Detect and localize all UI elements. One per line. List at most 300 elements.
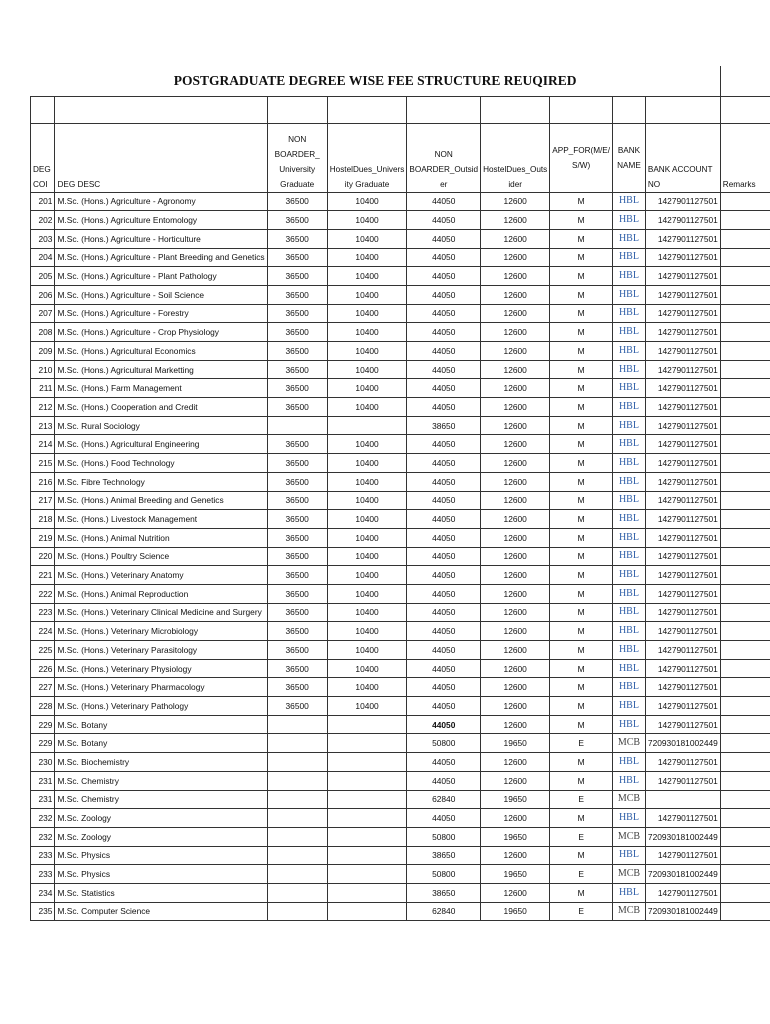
deg-desc-cell: M.Sc. Statistics xyxy=(55,883,267,902)
non-boarder-outsider-cell: 44050 xyxy=(407,360,481,379)
hostel-univ-cell: 10400 xyxy=(327,491,407,510)
deg-desc-cell: M.Sc. Botany xyxy=(55,734,267,753)
bank-name-cell: HBL xyxy=(613,323,646,342)
hostel-outsider-cell: 12600 xyxy=(481,659,550,678)
deg-desc-cell: M.Sc. (Hons.) Veterinary Anatomy xyxy=(55,566,267,585)
non-boarder-univ-cell: 36500 xyxy=(267,192,327,211)
non-boarder-univ-cell xyxy=(267,790,327,809)
blank-row xyxy=(31,96,770,123)
blank-cell xyxy=(31,96,55,123)
non-boarder-outsider-cell: 44050 xyxy=(407,771,481,790)
fee-structure-sheet xyxy=(30,66,770,921)
remarks-cell xyxy=(720,304,770,323)
deg-code-cell: 221 xyxy=(31,566,55,585)
remarks-cell xyxy=(720,678,770,697)
table-row xyxy=(31,285,770,304)
hostel-outsider-cell: 12600 xyxy=(481,603,550,622)
non-boarder-univ-cell: 36500 xyxy=(267,267,327,286)
non-boarder-outsider-cell: 44050 xyxy=(407,342,481,361)
title-row-spacer xyxy=(720,66,770,96)
non-boarder-univ-cell: 36500 xyxy=(267,435,327,454)
hostel-outsider-cell: 19650 xyxy=(481,790,550,809)
deg-code-cell: 227 xyxy=(31,678,55,697)
app-for-cell: M xyxy=(550,715,613,734)
hostel-univ-cell: 10400 xyxy=(327,323,407,342)
non-boarder-univ-cell: 36500 xyxy=(267,678,327,697)
bank-account-cell: 1427901127501 xyxy=(645,192,720,211)
deg-code-cell: 223 xyxy=(31,603,55,622)
non-boarder-outsider-cell: 38650 xyxy=(407,883,481,902)
bank-account-cell: 1427901127501 xyxy=(645,547,720,566)
table-row xyxy=(31,454,770,473)
remarks-cell xyxy=(720,566,770,585)
hostel-outsider-cell: 12600 xyxy=(481,342,550,361)
app-for-cell: E xyxy=(550,865,613,884)
app-for-cell: M xyxy=(550,510,613,529)
table-row xyxy=(31,566,770,585)
deg-desc-cell: M.Sc. (Hons.) Agriculture - Crop Physiology xyxy=(55,323,267,342)
bank-account-cell: 1427901127501 xyxy=(645,697,720,716)
hostel-univ-cell xyxy=(327,715,407,734)
deg-code-cell: 222 xyxy=(31,584,55,603)
deg-code-cell: 231 xyxy=(31,771,55,790)
deg-code-cell: 234 xyxy=(31,883,55,902)
hostel-outsider-cell: 12600 xyxy=(481,771,550,790)
table-row xyxy=(31,827,770,846)
hostel-univ-cell: 10400 xyxy=(327,342,407,361)
non-boarder-univ-cell: 36500 xyxy=(267,285,327,304)
hostel-univ-cell xyxy=(327,865,407,884)
bank-account-cell: 1427901127501 xyxy=(645,659,720,678)
hostel-outsider-cell: 12600 xyxy=(481,584,550,603)
table-row xyxy=(31,379,770,398)
deg-desc-cell: M.Sc. (Hons.) Animal Nutrition xyxy=(55,528,267,547)
deg-code-cell: 225 xyxy=(31,641,55,660)
non-boarder-outsider-cell: 44050 xyxy=(407,454,481,473)
hostel-univ-cell xyxy=(327,902,407,921)
bank-name-cell: HBL xyxy=(613,398,646,417)
bank-account-cell: 1427901127501 xyxy=(645,678,720,697)
non-boarder-univ-cell xyxy=(267,883,327,902)
non-boarder-outsider-cell: 44050 xyxy=(407,603,481,622)
bank-account-cell: 1427901127501 xyxy=(645,229,720,248)
table-row xyxy=(31,865,770,884)
table-row xyxy=(31,342,770,361)
bank-name-cell: MCB xyxy=(613,902,646,921)
non-boarder-outsider-cell: 44050 xyxy=(407,379,481,398)
col-header-deg-desc: DEG DESC xyxy=(55,123,267,192)
deg-code-cell: 210 xyxy=(31,360,55,379)
app-for-cell: M xyxy=(550,753,613,772)
app-for-cell: M xyxy=(550,379,613,398)
non-boarder-univ-cell xyxy=(267,715,327,734)
bank-name-cell: HBL xyxy=(613,659,646,678)
app-for-cell: M xyxy=(550,547,613,566)
deg-desc-cell: M.Sc. (Hons.) Agriculture Entomology xyxy=(55,211,267,230)
hostel-univ-cell: 10400 xyxy=(327,360,407,379)
hostel-univ-cell xyxy=(327,734,407,753)
deg-desc-cell: M.Sc. (Hons.) Veterinary Clinical Medicine and Surgery xyxy=(55,603,267,622)
remarks-cell xyxy=(720,435,770,454)
remarks-cell xyxy=(720,229,770,248)
app-for-cell: M xyxy=(550,211,613,230)
remarks-cell xyxy=(720,547,770,566)
app-for-cell: E xyxy=(550,790,613,809)
bank-account-cell: 1427901127501 xyxy=(645,454,720,473)
non-boarder-outsider-cell: 44050 xyxy=(407,398,481,417)
non-boarder-univ-cell xyxy=(267,902,327,921)
non-boarder-univ-cell: 36500 xyxy=(267,603,327,622)
fee-structure-table xyxy=(30,66,770,921)
hostel-outsider-cell: 12600 xyxy=(481,304,550,323)
col-header-deg-code: DEG COI xyxy=(31,123,55,192)
bank-account-cell: 720930181002449 xyxy=(645,902,720,921)
bank-name-cell: HBL xyxy=(613,211,646,230)
non-boarder-outsider-cell: 44050 xyxy=(407,584,481,603)
deg-code-cell: 232 xyxy=(31,809,55,828)
non-boarder-univ-cell: 36500 xyxy=(267,566,327,585)
deg-desc-cell: M.Sc. Physics xyxy=(55,846,267,865)
table-row xyxy=(31,229,770,248)
blank-cell xyxy=(720,96,770,123)
remarks-cell xyxy=(720,622,770,641)
non-boarder-univ-cell xyxy=(267,846,327,865)
app-for-cell: M xyxy=(550,641,613,660)
bank-name-cell: HBL xyxy=(613,416,646,435)
deg-desc-cell: M.Sc. Rural Sociology xyxy=(55,416,267,435)
deg-desc-cell: M.Sc. (Hons.) Veterinary Pathology xyxy=(55,697,267,716)
non-boarder-outsider-cell: 50800 xyxy=(407,865,481,884)
bank-name-cell: HBL xyxy=(613,267,646,286)
hostel-univ-cell: 10400 xyxy=(327,622,407,641)
non-boarder-univ-cell: 36500 xyxy=(267,229,327,248)
bank-name-cell: HBL xyxy=(613,342,646,361)
hostel-univ-cell: 10400 xyxy=(327,192,407,211)
deg-desc-cell: M.Sc. (Hons.) Veterinary Pharmacology xyxy=(55,678,267,697)
deg-desc-cell: M.Sc. Computer Science xyxy=(55,902,267,921)
deg-code-cell: 220 xyxy=(31,547,55,566)
deg-desc-cell: M.Sc. Biochemistry xyxy=(55,753,267,772)
remarks-cell xyxy=(720,659,770,678)
bank-name-cell: HBL xyxy=(613,454,646,473)
hostel-outsider-cell: 12600 xyxy=(481,715,550,734)
app-for-cell: M xyxy=(550,342,613,361)
table-row xyxy=(31,323,770,342)
bank-name-cell: MCB xyxy=(613,790,646,809)
non-boarder-outsider-cell: 44050 xyxy=(407,285,481,304)
hostel-outsider-cell: 19650 xyxy=(481,902,550,921)
deg-desc-cell: M.Sc. (Hons.) Agriculture - Forestry xyxy=(55,304,267,323)
table-row xyxy=(31,211,770,230)
bank-account-cell: 1427901127501 xyxy=(645,603,720,622)
app-for-cell: M xyxy=(550,659,613,678)
non-boarder-outsider-cell: 44050 xyxy=(407,641,481,660)
bank-account-cell: 1427901127501 xyxy=(645,342,720,361)
hostel-univ-cell xyxy=(327,771,407,790)
deg-desc-cell: M.Sc. (Hons.) Veterinary Parasitology xyxy=(55,641,267,660)
hostel-outsider-cell: 12600 xyxy=(481,211,550,230)
deg-desc-cell: M.Sc. Fibre Technology xyxy=(55,472,267,491)
bank-account-cell: 1427901127501 xyxy=(645,491,720,510)
app-for-cell: M xyxy=(550,678,613,697)
remarks-cell xyxy=(720,379,770,398)
table-row xyxy=(31,547,770,566)
bank-name-cell: HBL xyxy=(613,360,646,379)
table-row xyxy=(31,846,770,865)
remarks-cell xyxy=(720,454,770,473)
hostel-univ-cell: 10400 xyxy=(327,454,407,473)
deg-code-cell: 201 xyxy=(31,192,55,211)
deg-code-cell: 224 xyxy=(31,622,55,641)
bank-name-cell: HBL xyxy=(613,229,646,248)
bank-account-cell: 1427901127501 xyxy=(645,753,720,772)
bank-account-cell: 1427901127501 xyxy=(645,248,720,267)
non-boarder-outsider-cell: 62840 xyxy=(407,790,481,809)
bank-name-cell: HBL xyxy=(613,192,646,211)
deg-desc-cell: M.Sc. (Hons.) Poultry Science xyxy=(55,547,267,566)
hostel-outsider-cell: 12600 xyxy=(481,398,550,417)
app-for-cell: M xyxy=(550,771,613,790)
non-boarder-outsider-cell: 44050 xyxy=(407,528,481,547)
blank-cell xyxy=(481,96,550,123)
bank-account-cell: 1427901127501 xyxy=(645,304,720,323)
table-row xyxy=(31,902,770,921)
deg-desc-cell: M.Sc. (Hons.) Animal Reproduction xyxy=(55,584,267,603)
hostel-univ-cell xyxy=(327,416,407,435)
non-boarder-outsider-cell: 44050 xyxy=(407,435,481,454)
col-header-non-boarder-outsider: NON BOARDER_Outsid er xyxy=(407,123,481,192)
hostel-univ-cell: 10400 xyxy=(327,472,407,491)
deg-code-cell: 229 xyxy=(31,715,55,734)
deg-desc-cell: M.Sc. Zoology xyxy=(55,809,267,828)
app-for-cell: M xyxy=(550,622,613,641)
bank-name-cell: MCB xyxy=(613,734,646,753)
col-header-bank-name: BANK NAME xyxy=(613,123,646,192)
non-boarder-outsider-cell: 44050 xyxy=(407,510,481,529)
hostel-univ-cell xyxy=(327,809,407,828)
app-for-cell: E xyxy=(550,827,613,846)
non-boarder-outsider-cell: 44050 xyxy=(407,211,481,230)
non-boarder-outsider-cell: 44050 xyxy=(407,229,481,248)
deg-code-cell: 205 xyxy=(31,267,55,286)
bank-account-cell: 1427901127501 xyxy=(645,715,720,734)
deg-desc-cell: M.Sc. Botany xyxy=(55,715,267,734)
deg-desc-cell: M.Sc. Physics xyxy=(55,865,267,884)
table-row xyxy=(31,715,770,734)
hostel-univ-cell: 10400 xyxy=(327,641,407,660)
bank-name-cell: HBL xyxy=(613,753,646,772)
page-title: POSTGRADUATE DEGREE WISE FEE STRUCTURE REUQIRED xyxy=(31,66,721,96)
bank-name-cell: HBL xyxy=(613,248,646,267)
deg-code-cell: 212 xyxy=(31,398,55,417)
hostel-outsider-cell: 12600 xyxy=(481,622,550,641)
deg-desc-cell: M.Sc. (Hons.) Cooperation and Credit xyxy=(55,398,267,417)
bank-account-cell: 1427901127501 xyxy=(645,566,720,585)
hostel-univ-cell: 10400 xyxy=(327,678,407,697)
non-boarder-outsider-cell: 44050 xyxy=(407,566,481,585)
deg-code-cell: 229 xyxy=(31,734,55,753)
bank-account-cell: 1427901127501 xyxy=(645,528,720,547)
deg-code-cell: 235 xyxy=(31,902,55,921)
app-for-cell: M xyxy=(550,697,613,716)
deg-code-cell: 214 xyxy=(31,435,55,454)
blank-cell xyxy=(550,96,613,123)
app-for-cell: M xyxy=(550,398,613,417)
hostel-univ-cell xyxy=(327,883,407,902)
non-boarder-univ-cell: 36500 xyxy=(267,472,327,491)
bank-name-cell: HBL xyxy=(613,491,646,510)
deg-code-cell: 213 xyxy=(31,416,55,435)
bank-name-cell: HBL xyxy=(613,379,646,398)
app-for-cell: M xyxy=(550,883,613,902)
table-row xyxy=(31,697,770,716)
bank-name-cell: HBL xyxy=(613,603,646,622)
remarks-cell xyxy=(720,809,770,828)
bank-name-cell: HBL xyxy=(613,697,646,716)
bank-name-cell: HBL xyxy=(613,472,646,491)
table-row xyxy=(31,641,770,660)
hostel-outsider-cell: 12600 xyxy=(481,641,550,660)
bank-name-cell: MCB xyxy=(613,827,646,846)
app-for-cell: M xyxy=(550,454,613,473)
non-boarder-outsider-cell: 38650 xyxy=(407,416,481,435)
table-row xyxy=(31,809,770,828)
app-for-cell: M xyxy=(550,360,613,379)
non-boarder-outsider-cell: 50800 xyxy=(407,827,481,846)
non-boarder-univ-cell: 36500 xyxy=(267,360,327,379)
remarks-cell xyxy=(720,734,770,753)
deg-desc-cell: M.Sc. (Hons.) Veterinary Physiology xyxy=(55,659,267,678)
deg-desc-cell: M.Sc. (Hons.) Agriculture - Plant Pathology xyxy=(55,267,267,286)
bank-account-cell: 1427901127501 xyxy=(645,510,720,529)
header-row xyxy=(31,123,770,192)
app-for-cell: M xyxy=(550,323,613,342)
non-boarder-outsider-cell: 44050 xyxy=(407,192,481,211)
table-row xyxy=(31,790,770,809)
hostel-univ-cell: 10400 xyxy=(327,267,407,286)
remarks-cell xyxy=(720,641,770,660)
bank-account-cell: 1427901127501 xyxy=(645,771,720,790)
bank-name-cell: MCB xyxy=(613,865,646,884)
remarks-cell xyxy=(720,360,770,379)
hostel-outsider-cell: 12600 xyxy=(481,753,550,772)
remarks-cell xyxy=(720,323,770,342)
app-for-cell: M xyxy=(550,435,613,454)
non-boarder-univ-cell: 36500 xyxy=(267,622,327,641)
hostel-univ-cell: 10400 xyxy=(327,566,407,585)
non-boarder-univ-cell: 36500 xyxy=(267,528,327,547)
hostel-univ-cell xyxy=(327,790,407,809)
bank-name-cell: HBL xyxy=(613,547,646,566)
deg-code-cell: 211 xyxy=(31,379,55,398)
table-row xyxy=(31,734,770,753)
hostel-univ-cell: 10400 xyxy=(327,697,407,716)
hostel-outsider-cell: 12600 xyxy=(481,360,550,379)
table-row xyxy=(31,510,770,529)
blank-cell xyxy=(55,96,267,123)
deg-desc-cell: M.Sc. (Hons.) Agriculture - Agronomy xyxy=(55,192,267,211)
app-for-cell: E xyxy=(550,734,613,753)
app-for-cell: M xyxy=(550,846,613,865)
hostel-outsider-cell: 12600 xyxy=(481,192,550,211)
app-for-cell: M xyxy=(550,472,613,491)
bank-name-cell: HBL xyxy=(613,846,646,865)
non-boarder-univ-cell: 36500 xyxy=(267,211,327,230)
table-row xyxy=(31,248,770,267)
hostel-univ-cell: 10400 xyxy=(327,398,407,417)
deg-code-cell: 233 xyxy=(31,846,55,865)
bank-account-cell: 1427901127501 xyxy=(645,472,720,491)
non-boarder-univ-cell: 36500 xyxy=(267,659,327,678)
remarks-cell xyxy=(720,715,770,734)
hostel-univ-cell: 10400 xyxy=(327,547,407,566)
non-boarder-univ-cell: 36500 xyxy=(267,510,327,529)
deg-code-cell: 233 xyxy=(31,865,55,884)
hostel-outsider-cell: 12600 xyxy=(481,248,550,267)
deg-desc-cell: M.Sc. (Hons.) Agricultural Marketting xyxy=(55,360,267,379)
app-for-cell: M xyxy=(550,285,613,304)
deg-desc-cell: M.Sc. (Hons.) Agricultural Engineering xyxy=(55,435,267,454)
non-boarder-outsider-cell: 44050 xyxy=(407,491,481,510)
hostel-outsider-cell: 12600 xyxy=(481,491,550,510)
non-boarder-univ-cell: 36500 xyxy=(267,379,327,398)
bank-name-cell: HBL xyxy=(613,622,646,641)
bank-account-cell: 1427901127501 xyxy=(645,379,720,398)
app-for-cell: M xyxy=(550,267,613,286)
remarks-cell xyxy=(720,584,770,603)
non-boarder-outsider-cell: 44050 xyxy=(407,697,481,716)
app-for-cell: M xyxy=(550,584,613,603)
non-boarder-univ-cell xyxy=(267,827,327,846)
hostel-outsider-cell: 12600 xyxy=(481,678,550,697)
bank-account-cell: 1427901127501 xyxy=(645,285,720,304)
non-boarder-univ-cell: 36500 xyxy=(267,491,327,510)
hostel-univ-cell: 10400 xyxy=(327,510,407,529)
bank-name-cell: HBL xyxy=(613,715,646,734)
table-row xyxy=(31,435,770,454)
bank-name-cell: HBL xyxy=(613,435,646,454)
bank-account-cell: 1427901127501 xyxy=(645,846,720,865)
app-for-cell: M xyxy=(550,192,613,211)
deg-desc-cell: M.Sc. (Hons.) Agriculture - Plant Breeding and Genetics xyxy=(55,248,267,267)
hostel-outsider-cell: 12600 xyxy=(481,379,550,398)
non-boarder-outsider-cell: 44050 xyxy=(407,659,481,678)
bank-account-cell: 1427901127501 xyxy=(645,883,720,902)
bank-name-cell: HBL xyxy=(613,285,646,304)
hostel-outsider-cell: 12600 xyxy=(481,285,550,304)
bank-name-cell: HBL xyxy=(613,584,646,603)
remarks-cell xyxy=(720,883,770,902)
bank-account-cell: 720930181002449 xyxy=(645,865,720,884)
hostel-univ-cell xyxy=(327,846,407,865)
remarks-cell xyxy=(720,398,770,417)
bank-name-cell: HBL xyxy=(613,641,646,660)
non-boarder-univ-cell xyxy=(267,809,327,828)
non-boarder-univ-cell: 36500 xyxy=(267,547,327,566)
remarks-cell xyxy=(720,846,770,865)
deg-desc-cell: M.Sc. Chemistry xyxy=(55,790,267,809)
bank-name-cell: HBL xyxy=(613,809,646,828)
hostel-univ-cell: 10400 xyxy=(327,248,407,267)
table-row xyxy=(31,192,770,211)
hostel-univ-cell: 10400 xyxy=(327,304,407,323)
remarks-cell xyxy=(720,416,770,435)
remarks-cell xyxy=(720,865,770,884)
remarks-cell xyxy=(720,753,770,772)
remarks-cell xyxy=(720,211,770,230)
hostel-outsider-cell: 12600 xyxy=(481,416,550,435)
deg-code-cell: 207 xyxy=(31,304,55,323)
